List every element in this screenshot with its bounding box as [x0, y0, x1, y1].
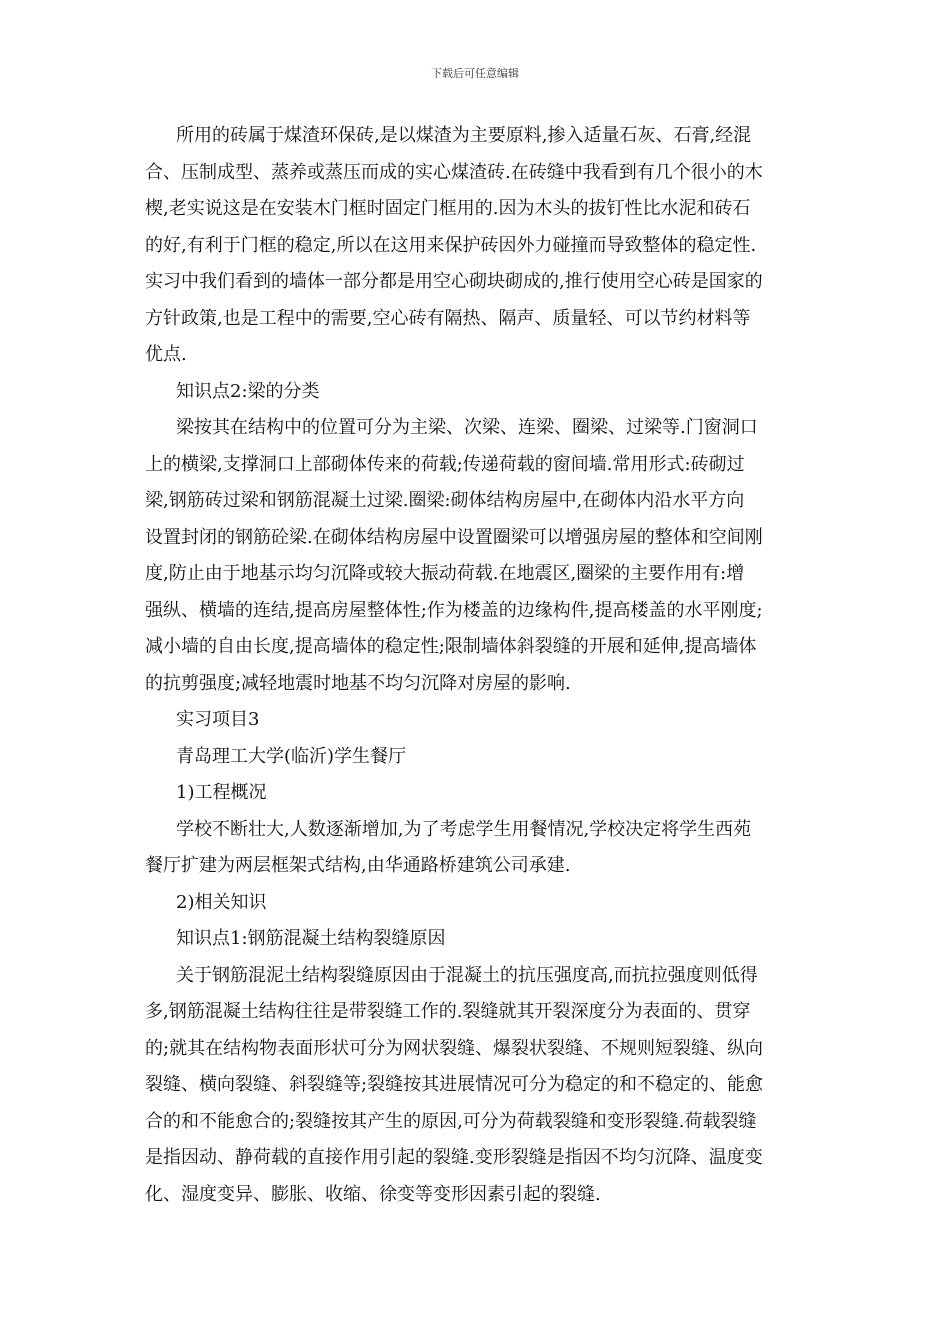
paragraph — [145, 374, 807, 411]
text-line: 优点. — [145, 344, 187, 365]
paragraph — [145, 958, 807, 1214]
paragraph — [145, 739, 807, 776]
text-line: 合、压制成型、蒸养或蒸压而成的实心煤渣砖.在砖缝中我看到有几个很小的木 — [145, 161, 763, 183]
text-line: 是指因动、静荷载的直接作用引起的裂缝.变形裂缝是指因不均匀沉降、温度变 — [145, 1147, 763, 1168]
text-line: 的;就其在结构物表面形状可分为网状裂缝、爆裂状裂缝、不规则短裂缝、纵向 — [145, 1037, 764, 1059]
paragraph — [145, 702, 807, 739]
text-line: 方针政策,也是工程中的需要,空心砖有隔热、隔声、质量轻、可以节约材料等 — [145, 307, 751, 329]
text-line: 餐厅扩建为两层框架式结构,由华通路桥建筑公司承建. — [145, 855, 571, 876]
text-line: 梁,钢筋砖过梁和钢筋混凝土过梁.圈梁:砌体结构房屋中,在砌体内沿水平方向 — [145, 490, 745, 511]
text-line: 实习中我们看到的墙体一部分都是用空心砌块砌成的,推行使用空心砖是国家的 — [145, 271, 763, 292]
text-line: 设置封闭的钢筋砼梁.在砌体结构房屋中设置圈梁可以增强房屋的整体和空间刚 — [145, 526, 763, 548]
text-line: 实习项目3 — [176, 709, 260, 730]
text-line: 2)相关知识 — [176, 891, 267, 913]
paragraph — [145, 921, 807, 958]
text-line: 学校不断壮大,人数逐渐增加,为了考虑学生用餐情况,学校决定将学生西苑 — [176, 818, 752, 840]
text-line: 的抗剪强度;减轻地震时地基不均匀沉降对房屋的影响. — [145, 672, 571, 694]
text-line: 知识点2:梁的分类 — [176, 380, 320, 402]
paragraph — [145, 885, 807, 922]
text-line: 楔,老实说这是在安装木门框时固定门框用的.因为木头的拔钉性比水泥和砖石 — [145, 198, 751, 219]
paragraph — [145, 410, 807, 702]
header-note: 下载后可任意编辑 — [431, 67, 519, 80]
paragraph — [145, 118, 807, 374]
paragraph — [145, 775, 807, 812]
text-line: 青岛理工大学(临沂)学生餐厅 — [176, 745, 407, 767]
text-line: 度,防止由于地基示均匀沉降或较大振动荷载.在地震区,圈梁的主要作用有:增 — [145, 563, 745, 584]
text-line: 知识点1:钢筋混凝土结构裂缝原因 — [176, 928, 446, 949]
text-line: 多,钢筋混凝土结构往往是带裂缝工作的.裂缝就其开裂深度分为表面的、贯穿 — [145, 1001, 751, 1022]
text-line: 合的和不能愈合的;裂缝按其产生的原因,可分为荷载裂缝和变形裂缝.荷载裂缝 — [145, 1110, 757, 1132]
paragraph — [145, 812, 807, 885]
text-line: 上的横梁,支撑洞口上部砌体传来的荷载;传递荷载的窗间墙.常用形式:砖砌过 — [145, 453, 745, 475]
document-body — [145, 118, 807, 1213]
text-line: 1)工程概况 — [176, 782, 267, 803]
text-line: 化、湿度变异、膨胀、收缩、徐变等变形因素引起的裂缝. — [145, 1183, 601, 1205]
text-line: 关于钢筋混泥土结构裂缝原因由于混凝土的抗压强度高,而抗拉强度则低得 — [176, 964, 758, 986]
text-line: 所用的砖属于煤渣环保砖,是以煤渣为主要原料,掺入适量石灰、石膏,经混 — [176, 125, 752, 146]
text-line: 减小墙的自由长度,提高墙体的稳定性;限制墙体斜裂缝的开展和延伸,提高墙体 — [145, 636, 757, 657]
text-line: 梁按其在结构中的位置可分为主梁、次梁、连梁、圈梁、过梁等.门窗洞口 — [176, 417, 758, 438]
text-line: 裂缝、横向裂缝、斜裂缝等;裂缝按其进展情况可分为稳定的和不稳定的、能愈 — [145, 1074, 764, 1095]
text-line: 强纵、横墙的连结,提高房屋整体性;作为楼盖的边缘构件,提高楼盖的水平刚度; — [145, 599, 763, 621]
text-line: 的好,有利于门框的稳定,所以在这用来保护砖因外力碰撞而导致整体的稳定性. — [145, 234, 757, 256]
